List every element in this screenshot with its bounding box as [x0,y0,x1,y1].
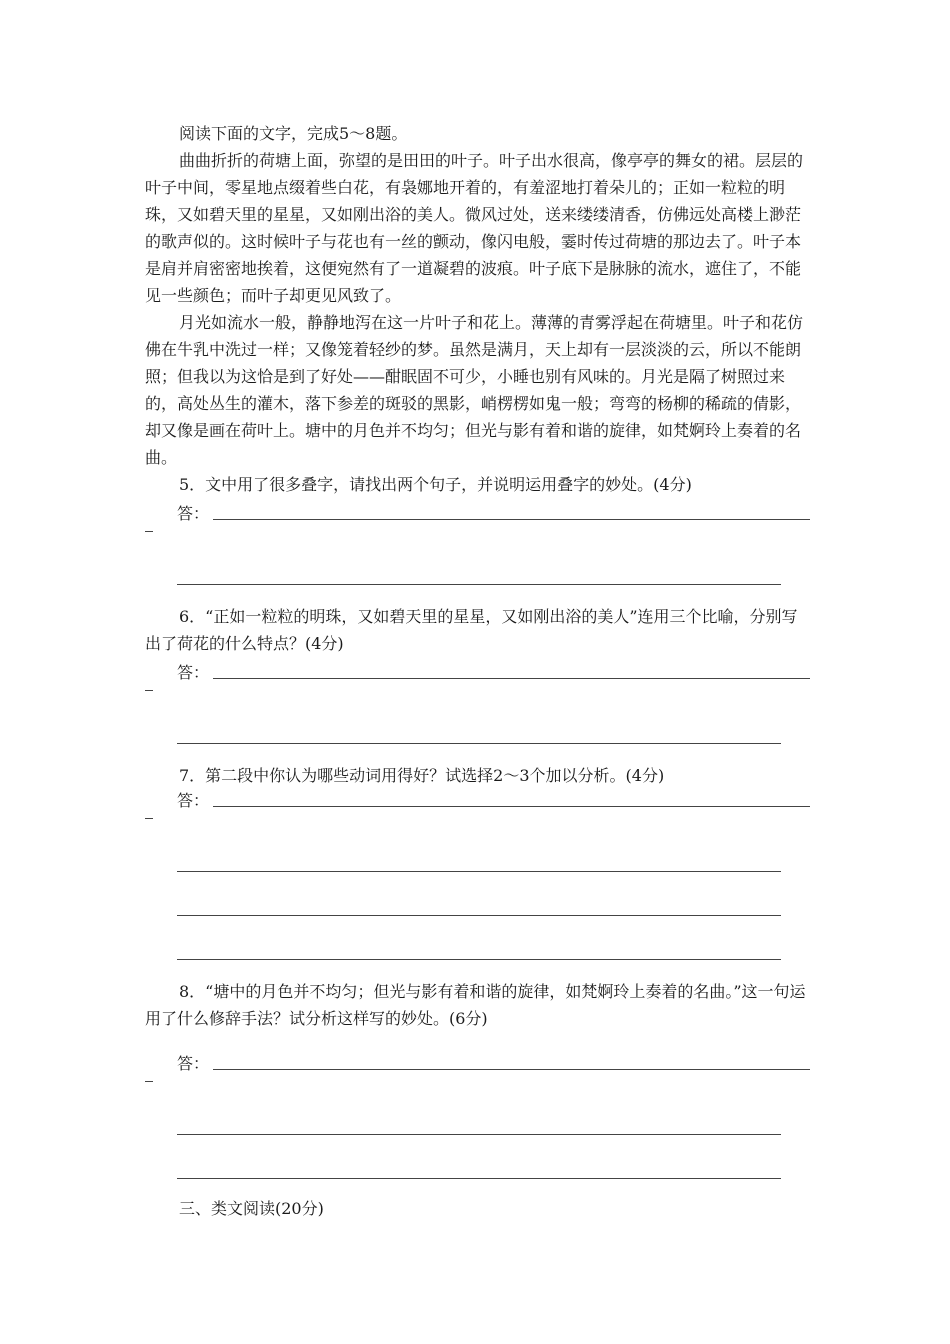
answer-label: 答： [177,791,210,810]
reading-instruction: 阅读下面的文字，完成5～8题。 [179,124,408,143]
answer-line[interactable] [213,678,810,679]
answer-line[interactable] [213,806,810,807]
passage-paragraph-1: 曲曲折折的荷塘上面，弥望的是田田的叶子。叶子出水很高，像亭亭的舞女的裙。层层的叶子中间，零星地点缀着些白花，有袅娜地开着的，有羞涩地打着朵儿的；正如一粒粒的明珠，又如碧天里的星星，又如刚出浴的美人。微风过处，送来缕缕清香，仿佛远处高楼上渺茫的歌声似的。这时候叶子与花也有一丝的颤动，像闪电般，霎时传过荷塘的那边去了。叶子本是肩并肩密密地挨着，这便宛然有了一道凝碧的波痕。叶子底下是脉脉的流水，遮住了，不能见一些颜色；而叶子却更见风致了。 [145,151,804,305]
answer-line[interactable] [145,547,810,591]
answer-field-q5[interactable] [145,500,810,527]
continuation-mark [145,686,810,706]
answer-label: 答： [177,1054,210,1073]
question-6: 6．“正如一粒粒的明珠，又如碧天里的星星，又如刚出浴的美人”连用三个比喻，分别写出了荷花的什么特点？(4分) [145,607,798,653]
passage-paragraph-2: 月光如流水一般，静静地泻在这一片叶子和花上。薄薄的青雾浮起在荷塘里。叶子和花仿佛在牛乳中洗过一样；又像笼着轻纱的梦。虽然是满月，天上却有一层淡淡的云，所以不能朗照；但我以为这恰是到了好处——酣眠固不可少，小睡也别有风味的。月光是隔了树照过来的，高处丛生的灌木，落下参差的斑驳的黑影，峭楞楞如鬼一般；弯弯的杨柳的稀疏的倩影，却又像是画在荷叶上。塘中的月色并不均匀；但光与影有着和谐的旋律，如梵婀玲上奏着的名曲。 [145,313,804,467]
answer-line[interactable] [213,1069,810,1070]
answer-line[interactable] [145,1097,810,1141]
answer-field-q6[interactable] [145,659,810,686]
continuation-mark [145,1077,810,1097]
answer-line[interactable] [145,706,810,750]
answer-line[interactable] [145,878,810,922]
continuation-mark [145,527,810,547]
question-8: 8．“塘中的月色并不均匀；但光与影有着和谐的旋律，如梵婀玲上奏着的名曲。”这一句运用了什么修辞手法？试分析这样写的妙处。(6分) [145,982,806,1028]
continuation-mark [145,814,810,834]
answer-label: 答： [177,504,210,523]
answer-line[interactable] [145,1141,810,1185]
question-5: 5．文中用了很多叠字，请找出两个句子，并说明运用叠字的妙处。(4分) [179,475,692,494]
answer-line[interactable] [213,519,810,520]
answer-line[interactable] [145,922,810,966]
document-page [145,120,810,1222]
section-heading-3: 三、类文阅读(20分) [179,1199,324,1218]
question-7: 7．第二段中你认为哪些动词用得好？试选择2～3个加以分析。(4分) [179,766,665,785]
answer-label: 答： [177,663,210,682]
answer-field-q7[interactable] [145,787,810,814]
answer-field-q8[interactable] [145,1050,810,1077]
answer-line[interactable] [145,834,810,878]
